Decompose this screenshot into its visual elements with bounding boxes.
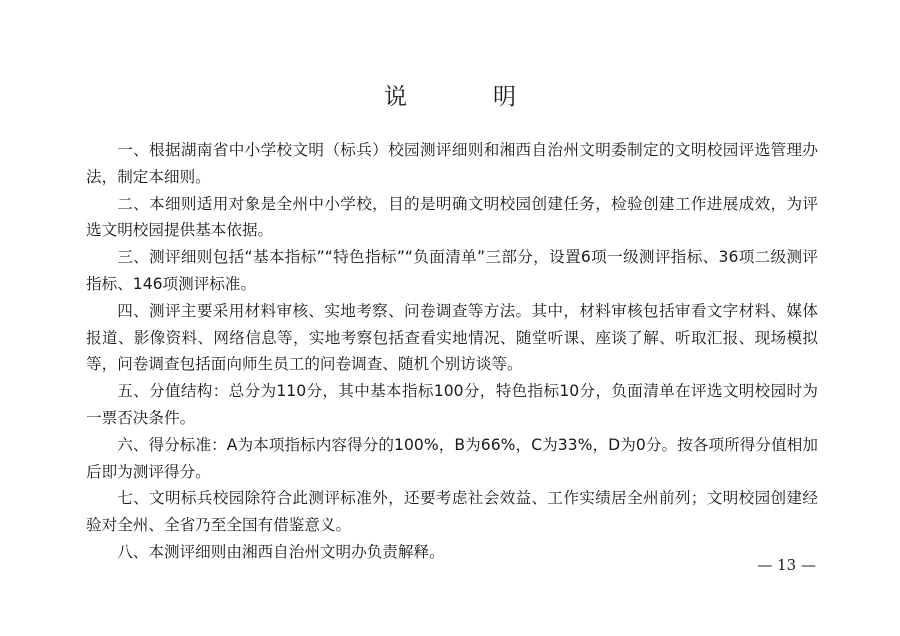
page-title: 说明 bbox=[384, 84, 602, 110]
paragraph-5: 五、分值结构：总分为110分，其中基本指标100分，特色指标10分，负面清单在评选文明校园时为一票否决条件。 bbox=[86, 382, 818, 427]
paragraph-2: 二、本细则适用对象是全州中小学校，目的是明确文明校园创建任务，检验创建工作进展成效，为评选文明校园提供基本依据。 bbox=[86, 194, 818, 240]
paragraph-4: 四、测评主要采用材料审核、实地考察、问卷调查等方法。其中，材料审核包括审看文字材料、媒体报道、影像资料、网络信息等，实地考察包括查看实地情况、随堂听课、座谈了解、听取汇报、现场模拟等，问卷调查包括面向师生员工的问卷调查、随机个别访谈等。 bbox=[86, 301, 818, 374]
paragraph-3: 三、测评细则包括“基本指标”“特色指标”“负面清单”三部分，设置6项一级测评指标、36项二级测评指标、146项测评标准。 bbox=[86, 248, 818, 293]
paragraph-8: 八、本测评细则由湘西自治州文明办负责解释。 bbox=[117, 542, 445, 561]
paragraph-1: 一、根据湖南省中小学校文明（标兵）校园测评细则和湘西自治州文明委制定的文明校园评选管理办法，制定本细则。 bbox=[86, 141, 818, 186]
paragraph-7: 七、文明标兵校园除符合此测评标准外，还要考虑社会效益、工作实绩居全州前列；文明校园创建经验对全州、全省乃至全国有借鉴意义。 bbox=[86, 489, 818, 535]
page-number: — 13 — bbox=[757, 556, 816, 574]
document-body bbox=[86, 137, 818, 566]
paragraph-6: 六、得分标准：A为本项指标内容得分的100%，B为66%，C为33%，D为0分。按各项所得分值相加后即为测评得分。 bbox=[86, 435, 818, 481]
